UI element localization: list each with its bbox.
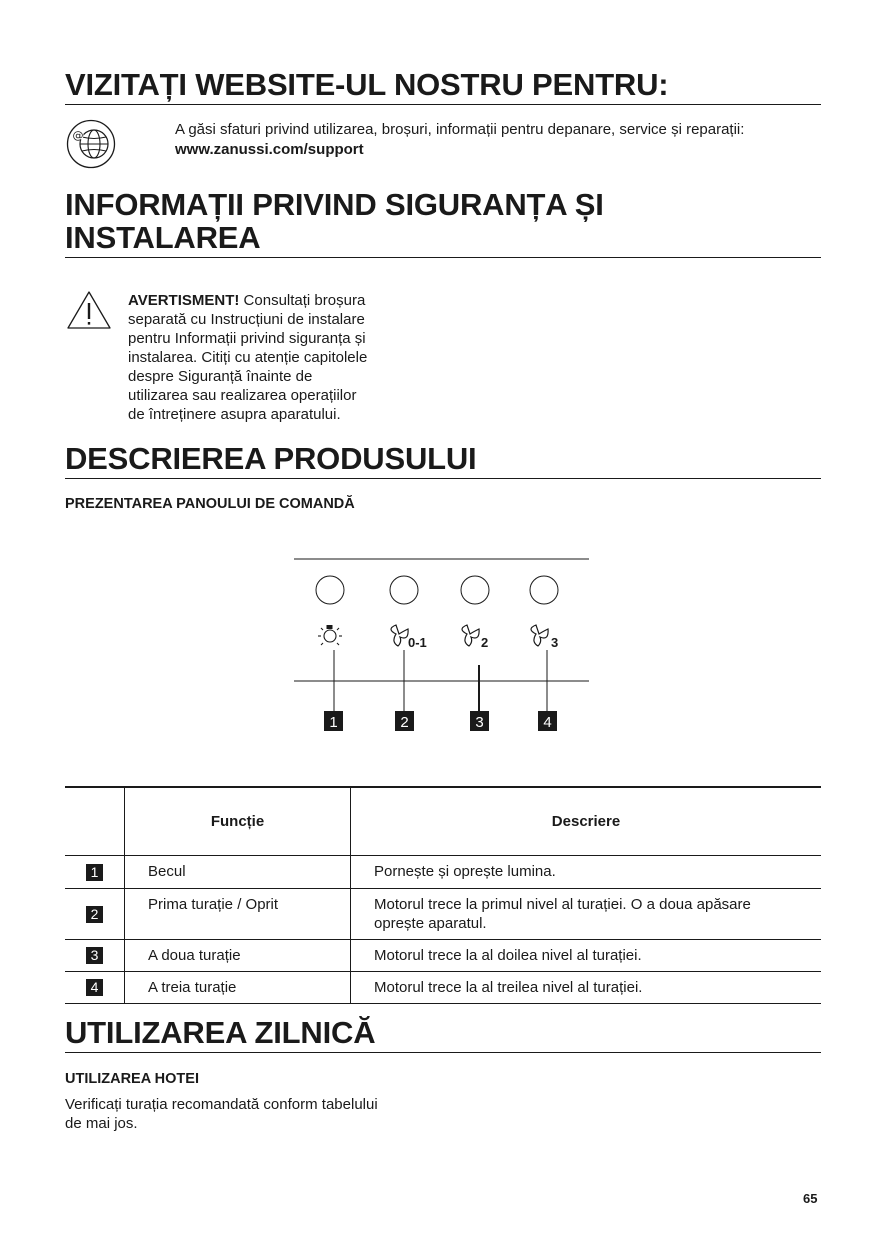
fan-speed-label: 0-1 (408, 635, 427, 650)
table-header-row (65, 787, 821, 856)
divider (65, 1052, 821, 1053)
row-number-badge: 4 (86, 979, 103, 996)
svg-text:@: @ (72, 129, 84, 142)
table-row (65, 940, 821, 972)
table-row (65, 972, 821, 1004)
callout-number: 3 (475, 714, 484, 731)
table-header-function: Funcție (125, 787, 351, 856)
fan-speed-1-button (390, 576, 418, 604)
safety-heading-line2: INSTALAREA (65, 220, 261, 255)
warning-label: AVERTISMENT! (128, 292, 240, 309)
warning-line: Consultați broșura (239, 292, 366, 309)
daily-text-line: de mai jos. (65, 1115, 138, 1132)
fan-icon (531, 625, 548, 646)
row-function: Becul (125, 856, 351, 889)
light-bulb-icon (318, 625, 342, 645)
row-function: Prima turație / Oprit (125, 889, 351, 940)
row-function: A treia turație (125, 972, 351, 1004)
website-text: A găsi sfaturi privind utilizarea, broșuri, informații pentru depanare, service și reparații: (175, 121, 745, 138)
table-header-num (65, 787, 125, 856)
warning-line: despre Siguranță înainte de (128, 368, 313, 385)
warning-text (128, 291, 408, 424)
fan-icon (462, 625, 479, 646)
safety-heading (65, 188, 604, 254)
page-number: 65 (803, 1191, 818, 1206)
website-url[interactable]: www.zanussi.com/support (175, 141, 364, 158)
control-panel-diagram (290, 552, 595, 737)
row-description: Motorul trece la al treilea nivel al turației. (351, 972, 822, 1004)
daily-text-line: Verificați turația recomandată conform tabelului (65, 1096, 378, 1113)
safety-heading-line1: INFORMAȚII PRIVIND SIGURANȚA ȘI (65, 187, 604, 222)
table-row (65, 889, 821, 940)
daily-subheading: UTILIZAREA HOTEI (65, 1071, 199, 1087)
row-description: Motorul trece la primul nivel al turației. O a doua apăsare oprește aparatul. (351, 889, 822, 940)
row-description: Motorul trece la al doilea nivel al turației. (351, 940, 822, 972)
globe-at-icon (66, 119, 116, 169)
row-number-badge: 2 (86, 906, 103, 923)
row-description: Pornește și oprește lumina. (351, 856, 822, 889)
row-function: A doua turație (125, 940, 351, 972)
daily-text (65, 1095, 378, 1133)
fan-speed-label: 2 (481, 635, 489, 650)
daily-heading: UTILIZAREA ZILNICĂ (65, 1015, 376, 1050)
table-row (65, 856, 821, 889)
functions-table (65, 786, 821, 1004)
fan-speed-label: 3 (551, 635, 559, 650)
divider (65, 478, 821, 479)
warning-line: pentru Informații privind siguranța și (128, 330, 366, 347)
warning-line: de întreținere asupra aparatului. (128, 406, 341, 423)
row-number-badge: 3 (86, 947, 103, 964)
callout-number: 2 (400, 714, 409, 731)
table-header-description: Descriere (351, 787, 822, 856)
warning-triangle-icon (66, 290, 112, 330)
callout-number: 1 (329, 714, 338, 731)
fan-speed-3-button (530, 576, 558, 604)
panel-subheading: PREZENTAREA PANOULUI DE COMANDĂ (65, 496, 355, 512)
website-heading: VIZITAȚI WEBSITE-UL NOSTRU PENTRU: (65, 67, 669, 102)
divider (65, 257, 821, 258)
warning-line: instalarea. Citiți cu atenție capitolele (128, 349, 368, 366)
product-heading: DESCRIEREA PRODUSULUI (65, 441, 477, 476)
callout-number: 4 (543, 714, 552, 731)
fan-icon (391, 625, 408, 646)
warning-line: utilizarea sau realizarea operațiilor (128, 387, 357, 404)
warning-line: separată cu Instrucțiuni de instalare (128, 311, 365, 328)
row-number-badge: 1 (86, 864, 103, 881)
light-button (316, 576, 344, 604)
divider (65, 104, 821, 105)
fan-speed-2-button (461, 576, 489, 604)
